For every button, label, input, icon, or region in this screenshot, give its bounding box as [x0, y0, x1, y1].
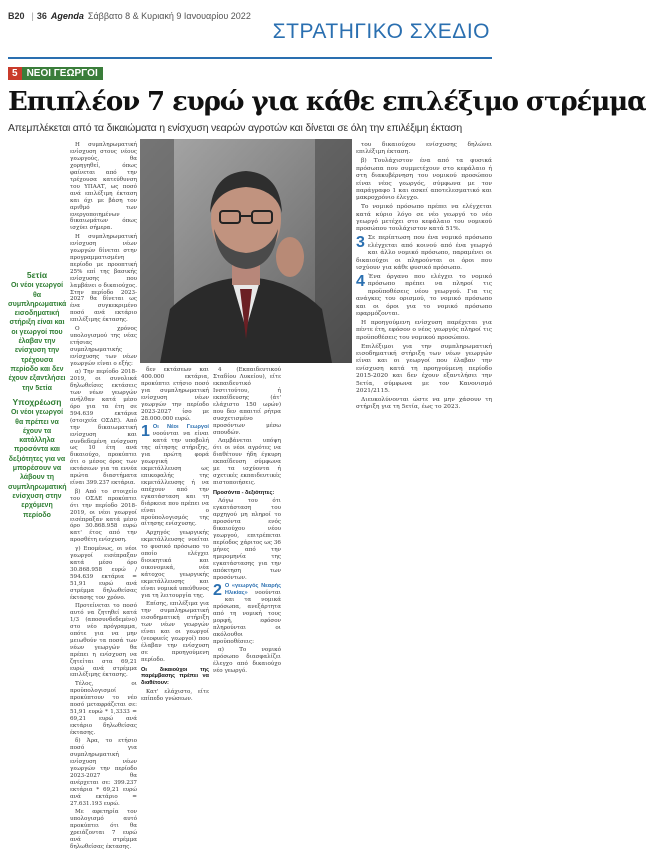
point-text: Ένα όργανο που ελέγχει το νομικό πρόσωπο πρέπει να πληροί τις προϋποθέσεις νέου γεωργού. Για τις ανάγκες του ορισμού, το νομικό πρόσωπο και οι όροι για το νομικό πρόσωπο εφαρμόζονται. — [356, 273, 492, 317]
section-number: 5 — [8, 67, 22, 80]
sidebar-text: Οι νέοι γεωργοί θα πρέπει να έχουν τα κατάλληλα προσόντα και δεξιότητες για να μπορέσουν να λάβουν τη συμπληρωματική ενίσχυση στην ερχόμενη περίοδο — [8, 409, 67, 519]
issue-date: Σάββατο 8 & Κυριακή 9 Ιανουαρίου 2022 — [87, 11, 251, 21]
point-number: 3 — [356, 234, 365, 252]
article-photo — [140, 139, 352, 363]
paragraph: Επιλέξιμοι για την συμπληρωματική εισοδηματική στήριξη των νέων γεωργών είναι και οι γεωργοί που έλαβαν την ενίσχυση κατά τη προηγούμενη περίοδο 2015-2020 και δεν έχουν εξαντλήσει την 5ετία, σύμφωνα με τον Κανονισμό 2021/2115. — [356, 343, 492, 394]
article-subtitle: Απεμπλέκεται από τα δικαιώματα η ενίσχυση νεαρών αγροτών και δίνεται σε όλη την επιλέξιμη έκταση — [8, 122, 463, 134]
paragraph: Κατ' ελάχιστο, είτε επίπεδο γνώσεων. — [141, 688, 209, 702]
subheading: Οι δικαιούχοι της παρέμβασης πρέπει να διαθέτουν: — [141, 666, 209, 687]
sidebar-quote-obligation — [8, 398, 66, 520]
article-column-3 — [213, 367, 281, 675]
point-text: νοούνται και τα νομικά πρόσωπα, ανεξάρτητα από τη νομική τους μορφή, εφόσον πληρούνται οι ακόλουθοι προϋποθέσεις: — [213, 590, 281, 645]
numbered-point-1 — [141, 424, 209, 528]
sidebar-text: Οι νέοι γεωργοί θα συμπληρωματικά εισοδηματική στήριξη είναι και οι γεωργοί που έλαβαν την ενίσχυση την τρέχουσα περίοδο και δεν έχουν εξαντλήσει την 5ετία — [8, 282, 67, 392]
point-text: νοούνται να είναι κατά την υποβολή της αίτησης στήριξης, για πρώτη φορά γεωργική εκμετάλλευση ως επικεφαλής της εκμετάλλευσης ή να απέχουν από την εγκατάσταση και τη διάρκεια που πρέπει να είναι ο προϋπολογισμός της αίτησης ενίσχυσης. — [141, 431, 209, 528]
paragraph: Επίσης, επιλέξιμα για την συμπληρωματική εισοδηματική στήριξη των νέων γεωργών είναι και οι γεωργοί (νεοφυείς γεωργοί) που έλαβαν την ενίσχυση σε προηγούμενη περίοδο. — [141, 600, 209, 663]
paragraph: Το νομικό πρόσωπο πρέπει να ελέγχεται κατά κύριο λόγο σε νέο γεωργό το νέο γεωργό μετέχει στο κεφάλαιο του νομικού προσώπου τουλάχιστον κατά 51%. — [356, 204, 492, 233]
page-number: 36 — [36, 11, 47, 21]
paper-name: Agenda — [50, 11, 84, 21]
sidebar-quote-5year — [8, 271, 66, 393]
paragraph: α) Την περίοδο 2018-2019, οι συνολικά δηλωθείσες εκτάσεις των νέων γεωργών ανήλθαν κατά μέσο όρο για τα έτη σε 594.639 εκτάρια (στοιχεία ΟΣΔΕ). Από την δικαιωματική ενίσχυση και συνδεδεμένη ενίσχυση ως 10 έτη ανά δικαιούχο, προκύπτει ότι ο μέσος όρος των εκτάσεων για τα εννέα πρώτα διαστήματα είναι 399.237 εκτάρια. — [70, 369, 137, 487]
paragraph: Λόγω του ότι εγκατάσταση του αρχηγού μη πληροί το προσόντα ενός δικαιούχου νέου γεωργού, επιτρέπεται περίοδος χάριτος ως 36 μήνες από την ημερομηνία της εγκατάστασης για την απόκτηση των προσόντων. — [213, 498, 281, 581]
paragraph: Ο χρόνος υπολογισμού της νέας ετήσιας συμπληρωματικής ενίσχυσης των νέων γεωργών είναι ο εξής: — [70, 325, 137, 367]
sidebar-heading: Υποχρέωση — [12, 397, 62, 407]
article-column-4 — [356, 142, 492, 670]
article-title: Επιπλέον 7 ευρώ για κάθε επιλέξιμο στρέμμα — [8, 87, 646, 117]
sidebar-heading: 5ετία — [26, 270, 48, 280]
point-number: 1 — [141, 423, 150, 441]
paragraph: α) Το νομικό πρόσωπο διασφαλίζει έλεγχο από δικαιούχο νέο γεωργό. — [213, 647, 281, 675]
paragraph: Με αφετηρία τον υπολογισμό αυτό προκύπτει ότι θα χρειάζονται 7 ευρώ ανά στρέμμα δηλωθείσας έκτασης. — [70, 809, 137, 850]
speaker-photo-illustration — [140, 139, 352, 363]
point-text: Σε περίπτωση που ένα νομικό πρόσωπο ελέγχεται από κοινού από ένα γεωργό και άλλο νομικό πρόσωπο, παραμένει οι δικαιούχοι οι πληρούνται οι όροι που ισχύουν για κάθε φυσικό πρόσωπο. — [356, 235, 492, 271]
page-prefix: B20 — [8, 11, 25, 21]
paragraph: Λαμβάνεται υπόψη ότι οι νέοι αγρότες να διαθέτουν ήδη έγκυρη εκπαίδευση σύμφωνα με τα ισχύοντα ή σχετικές εκπαιδευτικές πιστοποιήσεις. — [213, 438, 281, 486]
paragraph: Προτείνεται το ποσό αυτό να ζητηθεί κατά 1/3 (αποσυνδεδεμένο) στο νέο πρόγραμμα, οπότε για να μην μειωθούν τα ποσά των νέων γεωργών θα πρέπει η ενίσχυση να ζητείται στα 69,21 ευρώ ανά στρέμμα επιλέξιμης έκτασης. — [70, 602, 137, 679]
paragraph: Αρχηγός γεωργικής εκμετάλλευσης νοείται το φυσικό πρόσωπο το οποίο ελέγχει διοικητικά και οικονομικά, νέα κάτοχος γεωργικής εκμετάλλευσης και είναι νομικά υπεύθυνος για τη λειτουργία της. — [141, 529, 209, 599]
section-banner: ΣΤΡΑΤΗΓΙΚΟ ΣΧΕΔΙΟ — [272, 20, 490, 43]
point-number: 4 — [356, 272, 365, 290]
paragraph: δεν εκτάσεων και 400.000 εκτάρια, προκύπτει ετήσιο ποσό για συμπληρωματική ενίσχυση νέων γεωργών την περίοδο 2023-2027 ίσο με 28.000.000 ευρώ. — [141, 367, 209, 422]
paragraph: 4 (Εκπαιδευτικού Σταδίου Λυκείου), είτε εκπαιδευτικό Ινστιτούτου, ή εκπαίδευσης (άτ' ελάχιστο 150 ωρών) που δεν απαιτεί ρήτρα συσχετισμένο προσόντων μέσω σπουδών. — [213, 367, 281, 436]
paragraph: Η συμπληρωματική ενίσχυση στους νέους γεωργούς, θα χορηγηθεί, όπως φαίνεται από την τρέχουσα κατεύθυνση του ΥΠΑΑΤ, ως ποσό ανά επιλέξιμη έκταση και όχι με βάση τον αριθμό των ενεργοποιημένων δικαιωμάτων όπως ισχύει σήμερα. — [70, 142, 137, 232]
article-column-1 — [70, 142, 137, 850]
paragraph: Τέλος, οι προϋπολογισμοί προκύπτουν το νέο ποσό μεταφράζεται σε: 51,91 ευρώ * 1,3333 = 69,21 ευρώ ανά εκτάριο δηλωθείσας έκτασης. — [70, 680, 137, 736]
header-separator: | — [31, 11, 34, 21]
paragraph: δ) Άρα, το ετήσιο ποσό για συμπληρωματική ενίσχυση νέων γεωργών την περίοδο 2023-2027 θα ανέρχεται σε: 399.237 εκτάρια * 69,21 ευρώ ανά εκτάριο = 27.631.193 ευρώ. — [70, 738, 137, 807]
header-rule — [8, 57, 492, 59]
paragraph: β) Από το στοιχείο του ΟΣΔΕ προκύπτει ότι την περίοδο 2018-2019, οι νέοι γεωργοί εισέπραξαν κατά μέσο όρο 30.868.958 ευρώ κατ' έτος από την προσθέτη ενίσχυση. — [70, 488, 137, 544]
paragraph: Η συμπληρωματική ενίσχυση νέων γεωργών δίνεται στην προγραμματισμένη περίοδο με προοπτική 25% επί της βασικής ενίσχυσης που λαμβάνει ο δικαιούχος. Στην περίοδο 2023-2027 θα δίνεται ως ένα συγκεκριμένο ποσό ανά εκτάριο επιλέξιμης έκτασης. — [70, 233, 137, 324]
point-number: 2 — [213, 582, 222, 600]
numbered-point-2 — [213, 583, 281, 646]
subheading: Προσόντα - δεξιότητες: — [213, 489, 275, 496]
paragraph: του δικαιούχου ενίσχυσης δηλώνει επιλέξιμη έκταση. — [356, 142, 492, 156]
paragraph: γ) Επομένως, οι νέοι γεωργοί εισέπραξαν κατά μέσο όρο 30.868.958 ευρώ / 594.639 εκτάρια = 51,91 ευρώ ανά στρέμμα δηλωθείσας έκτασης τον χρόνο. — [70, 545, 137, 601]
numbered-point-3 — [356, 235, 492, 272]
paragraph: β) Τουλάχιστον ένα από τα φυσικά πρόσωπα που συμμετέχουν στο κεφάλαιο ή στη διακυβέρνηση του νομικού προσώπου είναι νέος γεωργός, σύμφωνα με τον παράγραφο 1 και ασκεί αποτελεσματικό και μακροχρόνιο έλεγχο. — [356, 158, 492, 202]
numbered-point-4 — [356, 274, 492, 318]
section-tag — [8, 67, 103, 80]
paragraph: Διευκολύνονται ώστε να μην χάσουν τη στήριξη για τη 5ετία, έως το 2023. — [356, 396, 492, 411]
article-column-2 — [141, 367, 209, 702]
paragraph: Η προηγούμενη ενίσχυση παρέχεται για πέντε έτη, εφόσον ο νέος γεωργός πληροί τις προϋποθέσεις του νομικού προσώπου. — [356, 319, 492, 341]
point-lead: Ο «γεωργός Νεαρής Ηλικίας» — [224, 583, 281, 597]
section-label: ΝΕΟΙ ΓΕΩΡΓΟΙ — [22, 67, 103, 80]
point-lead: Οι Νέοι Γεωργοί — [152, 424, 209, 431]
